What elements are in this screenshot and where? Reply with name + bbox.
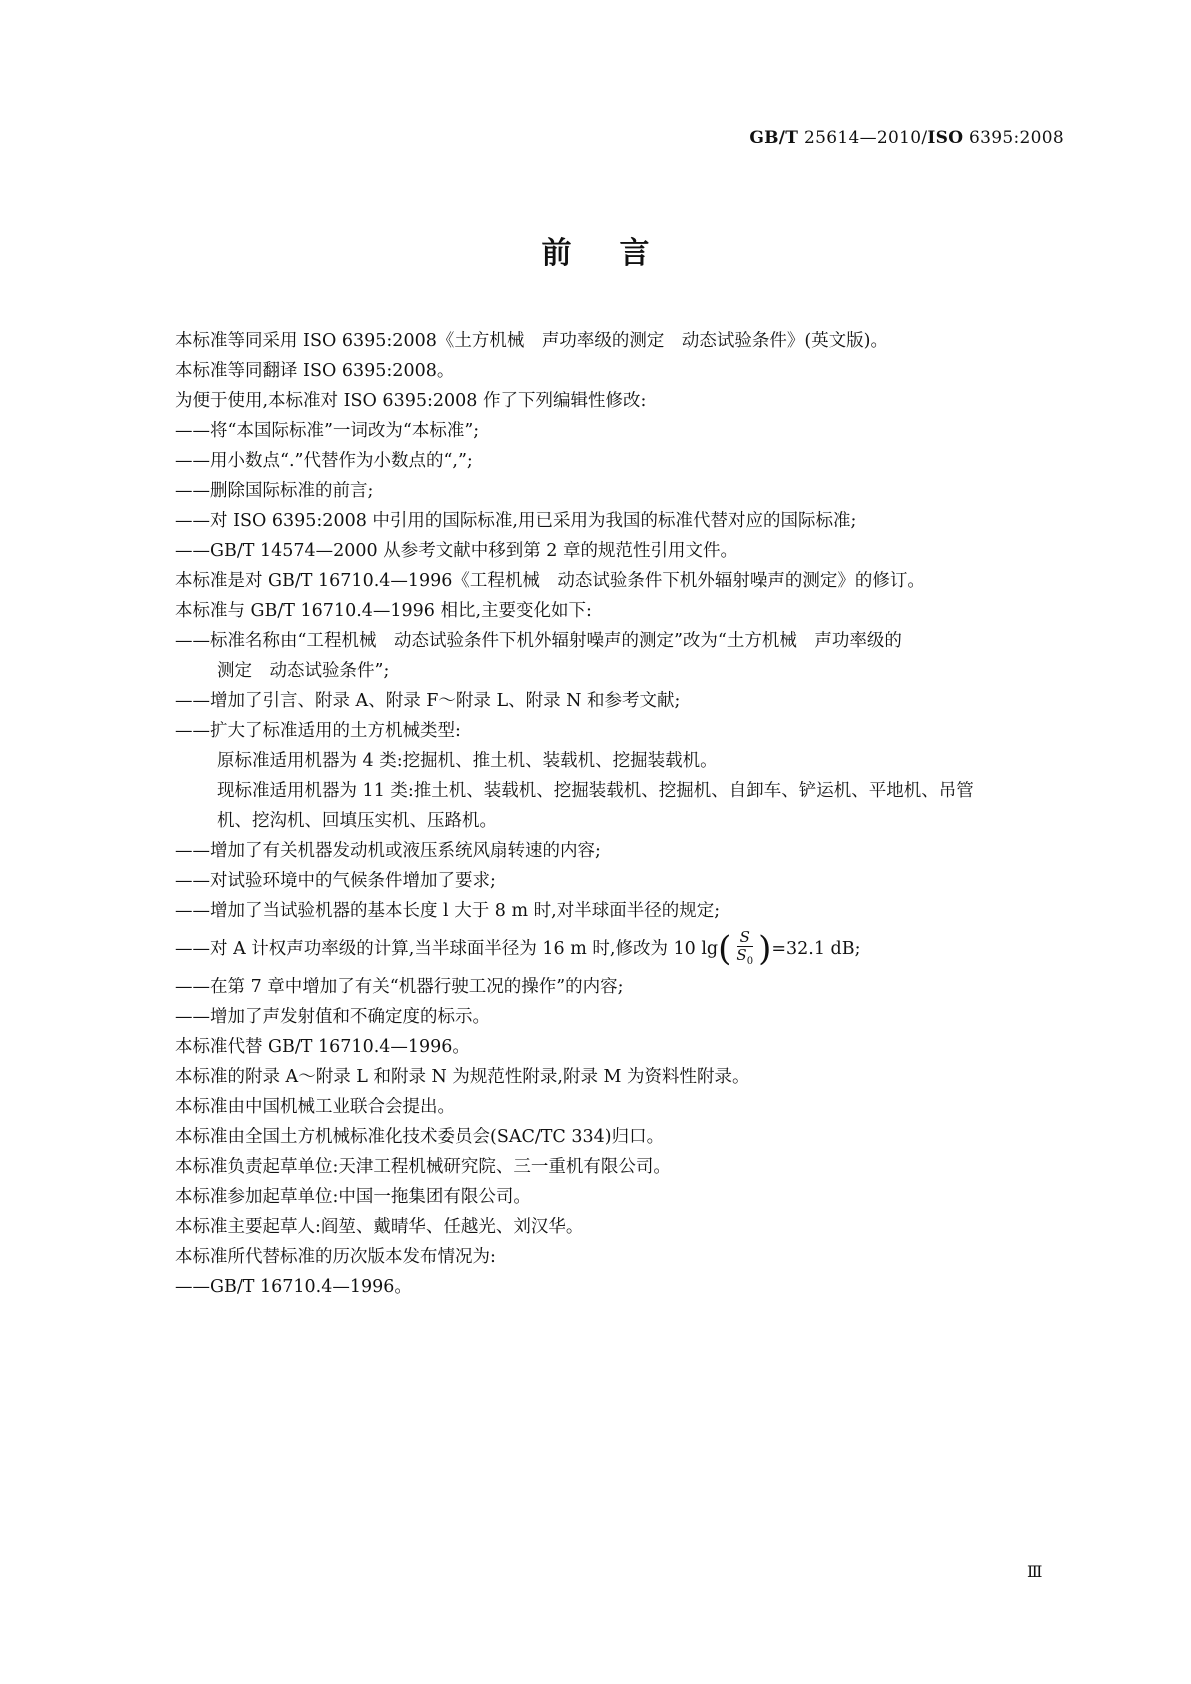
- std-prefix: GB/T: [749, 128, 799, 148]
- formula-numerator: S: [737, 929, 753, 947]
- page-number: Ⅲ: [1027, 1562, 1044, 1581]
- list-item: —— 将“本国际标准”一词改为“本标准”;: [175, 416, 1075, 446]
- page-title: 前言: [541, 236, 698, 271]
- iso-number: 6395:2008: [969, 128, 1064, 148]
- formula-list-item: [175, 926, 1075, 972]
- formula-denominator: $S_0$: [736, 945, 754, 967]
- formula-suffix: =32.1 dB;: [771, 939, 861, 959]
- sub-item: 现标准适用机器为 11 类:推土机、装载机、挖掘装载机、挖掘机、自卸车、铲运机、平地机、吊管: [217, 781, 974, 801]
- paragraph-line: 本标准等同翻译 ISO 6395:2008。: [175, 361, 455, 381]
- paragraph-line: 本标准的附录 A～附录 L 和附录 N 为规范性附录,附录 M 为资料性附录。: [175, 1067, 750, 1087]
- paragraph-line: 本标准主要起草人:阎堃、戴晴华、任越光、刘汉华。: [175, 1217, 584, 1237]
- list-item: —— 增加了引言、附录 A、附录 F～附录 L、附录 N 和参考文献;: [175, 686, 1075, 716]
- list-item: —— 标准名称由“工程机械 动态试验条件下机外辐射噪声的测定”改为“土方机械 声功率级的: [175, 626, 1075, 656]
- formula-fraction: [733, 929, 756, 970]
- paragraph-line: 本标准由中国机械工业联合会提出。: [175, 1097, 455, 1117]
- list-item-continuation: 测定 动态试验条件”;: [217, 661, 390, 681]
- paragraph-line: 为便于使用,本标准对 ISO 6395:2008 作了下列编辑性修改:: [175, 391, 647, 411]
- paragraph-line: 本标准参加起草单位:中国一拖集团有限公司。: [175, 1187, 531, 1207]
- list-item: —— 对试验环境中的气候条件增加了要求;: [175, 866, 1075, 896]
- sub-item-continuation: 机、挖沟机、回填压实机、压路机。: [217, 811, 497, 831]
- list-item: —— 扩大了标准适用的土方机械类型:: [175, 716, 1075, 746]
- list-item: —— 增加了当试验机器的基本长度 l 大于 8 m 时,对半球面半径的规定;: [175, 896, 1075, 926]
- list-item: —— 增加了有关机器发动机或液压系统风扇转速的内容;: [175, 836, 1075, 866]
- paragraph-line: 本标准与 GB/T 16710.4—1996 相比,主要变化如下:: [175, 601, 592, 621]
- sub-item: 原标准适用机器为 4 类:挖掘机、推土机、装载机、挖掘装载机。: [217, 751, 718, 771]
- foreword-body: [175, 326, 1075, 1302]
- formula-close-paren: ): [758, 929, 772, 969]
- paragraph-line: 本标准负责起草单位:天津工程机械研究院、三一重机有限公司。: [175, 1157, 671, 1177]
- list-item: —— 删除国际标准的前言;: [175, 476, 1075, 506]
- paragraph-line: 本标准由全国土方机械标准化技术委员会(SAC/TC 334)归口。: [175, 1127, 665, 1147]
- list-item: —— GB/T 16710.4—1996。: [175, 1272, 1075, 1302]
- paragraph-line: 本标准代替 GB/T 16710.4—1996。: [175, 1037, 470, 1057]
- list-item: —— GB/T 14574—2000 从参考文献中移到第 2 章的规范性引用文件。: [175, 536, 1075, 566]
- standard-header: [749, 128, 1064, 148]
- list-item: —— 在第 7 章中增加了有关“机器行驶工况的操作”的内容;: [175, 972, 1075, 1002]
- std-number: 25614—2010/: [803, 128, 928, 148]
- paragraph-line: 本标准等同采用 ISO 6395:2008《土方机械 声功率级的测定 动态试验条件》(英文版)。: [175, 331, 888, 351]
- iso-prefix: ISO: [927, 128, 964, 148]
- paragraph-line: 本标准是对 GB/T 16710.4—1996《工程机械 动态试验条件下机外辐射噪声的测定》的修订。: [175, 571, 925, 591]
- formula-open-paren: (: [718, 929, 732, 969]
- formula-den-subscript: 0: [746, 955, 754, 967]
- formula-prefix: —— 对 A 计权声功率级的计算,当半球面半径为 16 m 时,修改为 10 lg: [175, 926, 718, 972]
- paragraph-line: 本标准所代替标准的历次版本发布情况为:: [175, 1247, 496, 1267]
- list-item: —— 增加了声发射值和不确定度的标示。: [175, 1002, 1075, 1032]
- list-item: —— 对 ISO 6395:2008 中引用的国际标准,用已采用为我国的标准代替对应的国际标准;: [175, 506, 1075, 536]
- list-item: —— 用小数点“.”代替作为小数点的“,”;: [175, 446, 1075, 476]
